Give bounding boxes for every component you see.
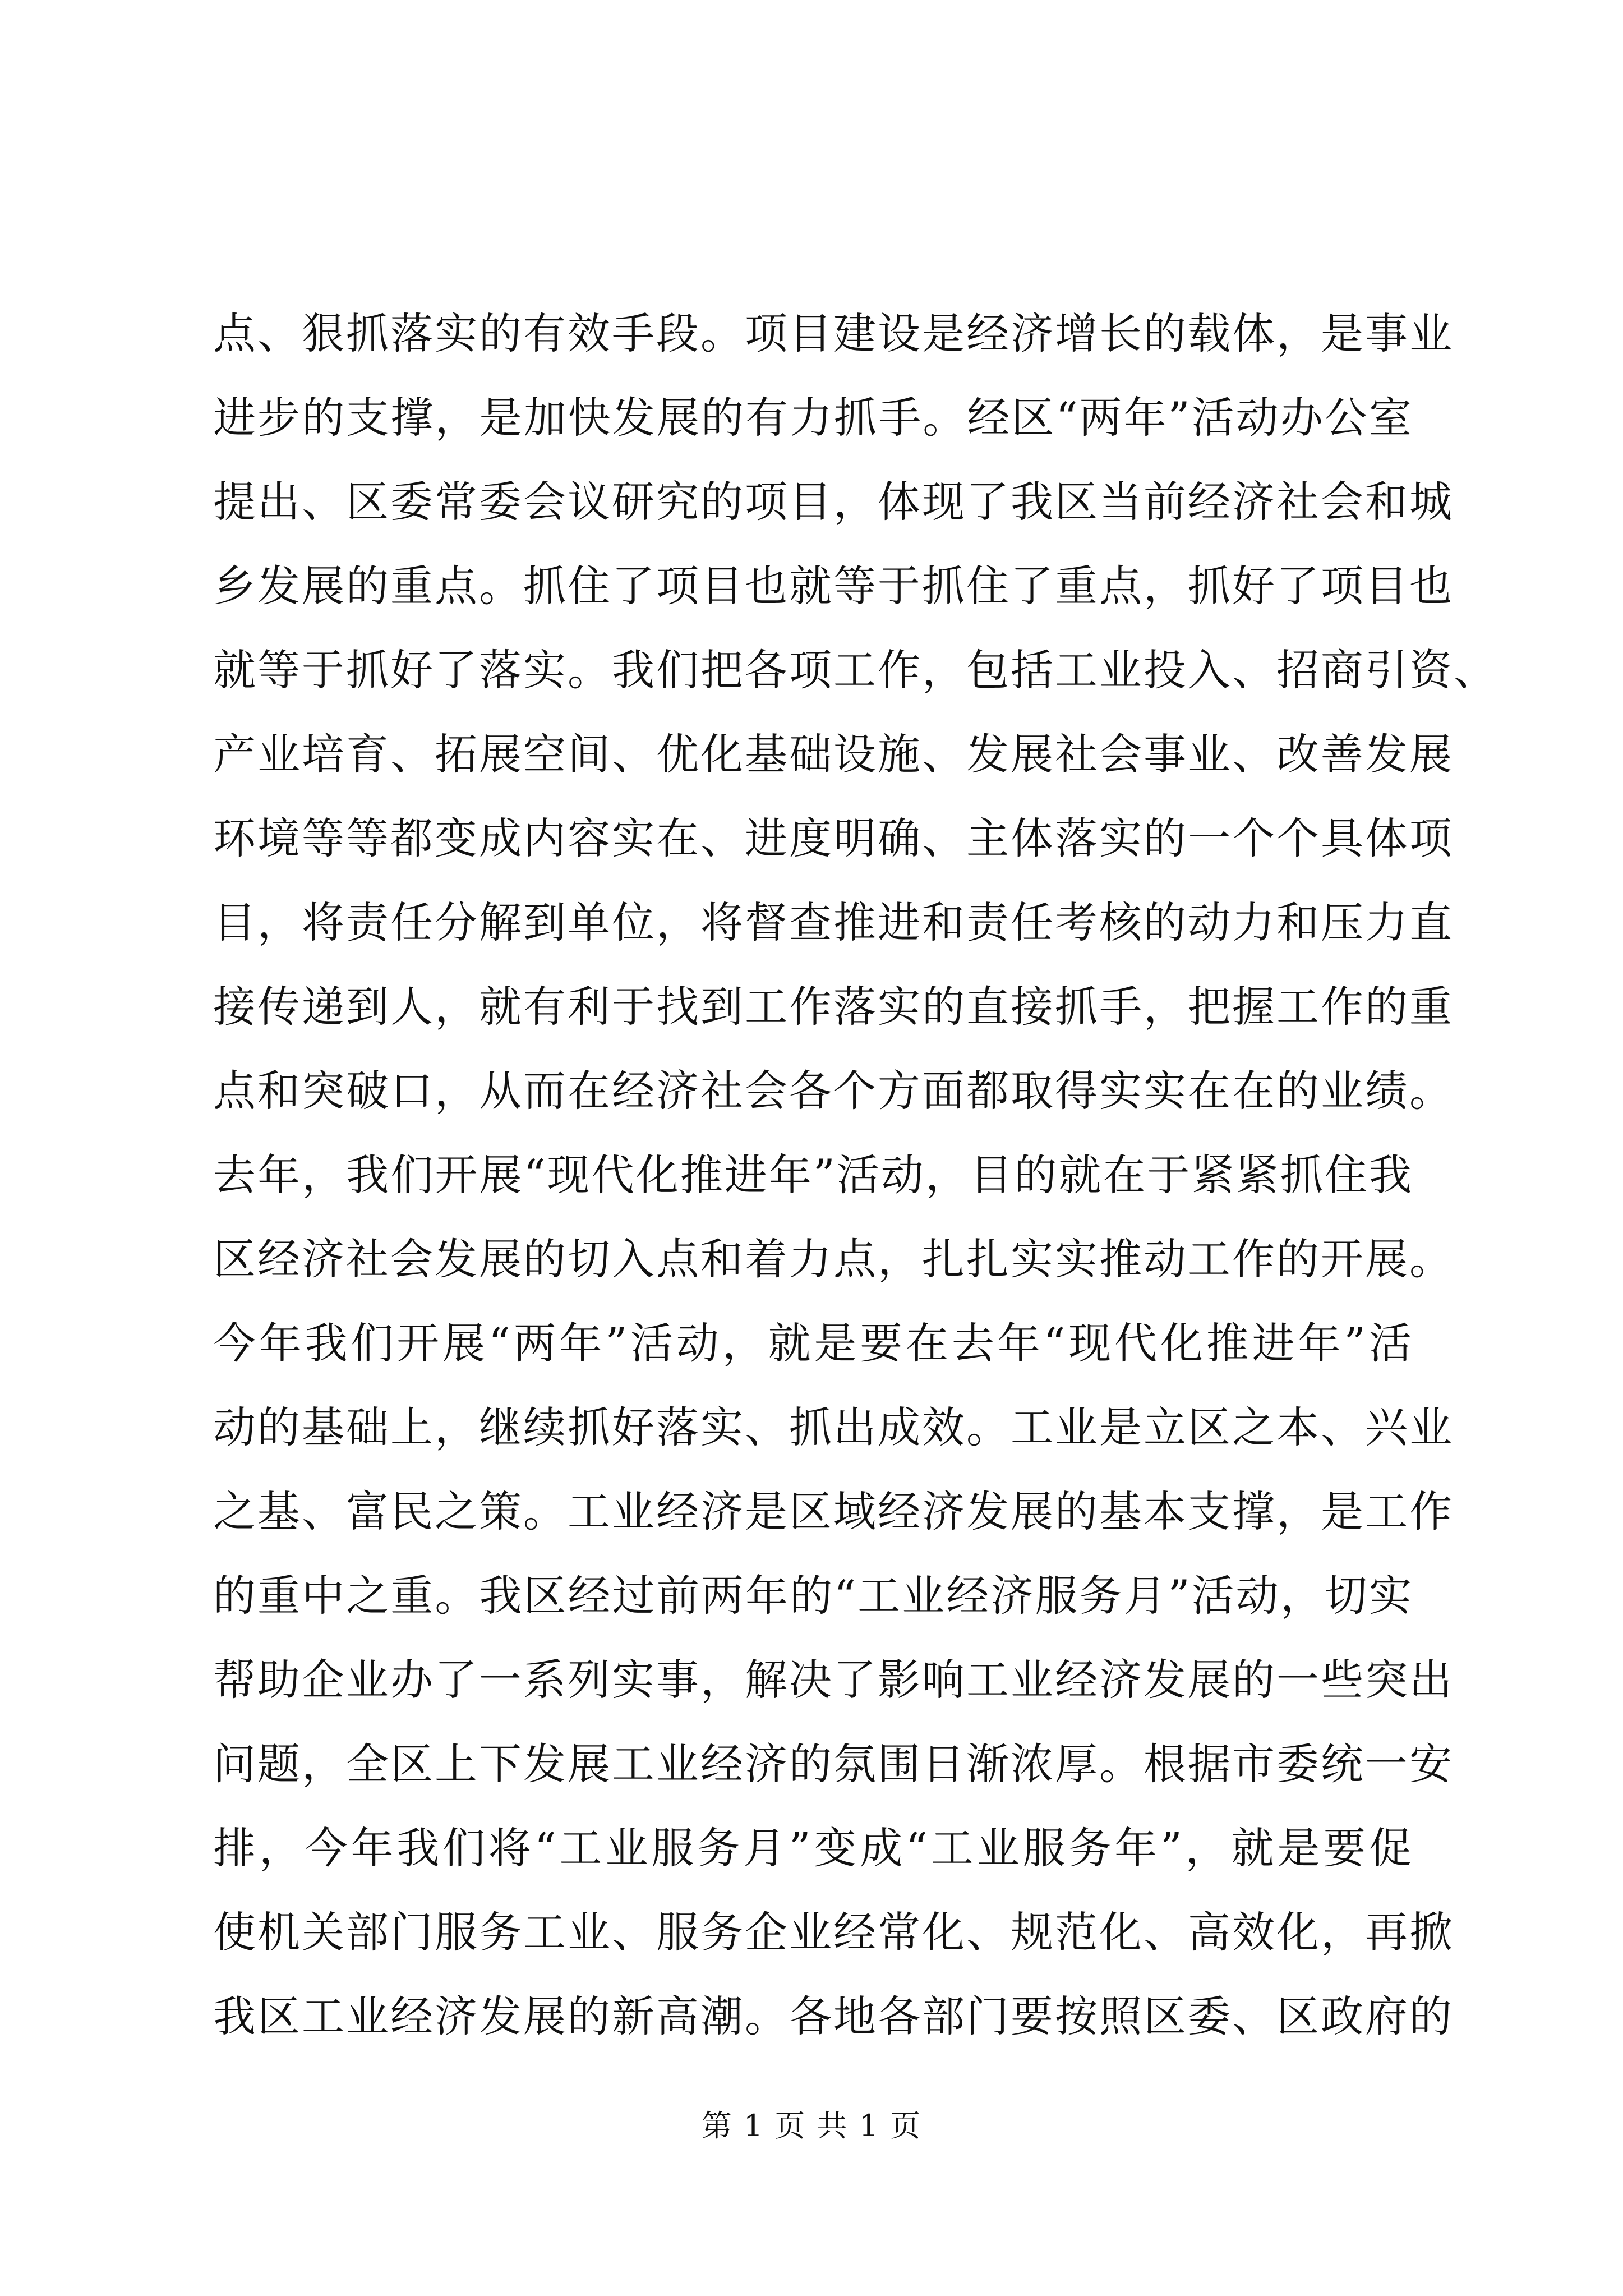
text-line: 使机关部门服务工业、服务企业经常化、规范化、高效化，再掀 bbox=[213, 1907, 1454, 1957]
text-line: 进步的支撑，是加快发展的有力抓手。经区“两年”活动办公室 bbox=[213, 393, 1413, 443]
text-line: 我区工业经济发展的新高潮。各地各部门要按照区委、区政府的 bbox=[213, 1991, 1454, 2041]
page-footer bbox=[0, 2106, 1623, 2146]
text-line: 环境等等都变成内容实在、进度明确、主体落实的一个个具体项 bbox=[213, 813, 1454, 863]
text-line: 动的基础上，继续抓好落实、抓出成效。工业是立区之本、兴业 bbox=[213, 1402, 1454, 1452]
text-line: 去年，我们开展“现代化推进年”活动，目的就在于紧紧抓住我 bbox=[213, 1150, 1413, 1200]
text-line: 区经济社会发展的切入点和着力点，扎扎实实推动工作的开展。 bbox=[213, 1234, 1454, 1284]
text-line: 的重中之重。我区经过前两年的“工业经济服务月”活动，切实 bbox=[213, 1571, 1413, 1621]
text-line: 就等于抓好了落实。我们把各项工作，包括工业投入、招商引资、 bbox=[213, 645, 1498, 695]
text-line: 今年我们开展“两年”活动，就是要在去年“现代化推进年”活 bbox=[213, 1318, 1413, 1368]
text-line: 点和突破口，从而在经济社会各个方面都取得实实在在的业绩。 bbox=[213, 1066, 1454, 1116]
body-text bbox=[213, 292, 1498, 2059]
page-number-label: 第 1 页 共 1 页 bbox=[701, 2108, 922, 2143]
text-line: 提出、区委常委会议研究的项目，体现了我区当前经济社会和城 bbox=[213, 477, 1454, 527]
text-line: 排，今年我们将“工业服务月”变成“工业服务年”，就是要促 bbox=[213, 1823, 1413, 1873]
text-line: 乡发展的重点。抓住了项目也就等于抓住了重点，抓好了项目也 bbox=[213, 561, 1454, 611]
text-line: 问题，全区上下发展工业经济的氛围日渐浓厚。根据市委统一安 bbox=[213, 1739, 1454, 1789]
text-line: 之基、富民之策。工业经济是区域经济发展的基本支撑，是工作 bbox=[213, 1487, 1454, 1536]
text-line: 帮助企业办了一系列实事，解决了影响工业经济发展的一些突出 bbox=[213, 1655, 1454, 1705]
text-line: 点、狠抓落实的有效手段。项目建设是经济增长的载体，是事业 bbox=[213, 309, 1454, 358]
text-line: 接传递到人，就有利于找到工作落实的直接抓手，把握工作的重 bbox=[213, 982, 1454, 1032]
text-line: 产业培育、拓展空间、优化基础设施、发展社会事业、改善发展 bbox=[213, 729, 1454, 779]
text-line: 目，将责任分解到单位，将督查推进和责任考核的动力和压力直 bbox=[213, 898, 1454, 947]
